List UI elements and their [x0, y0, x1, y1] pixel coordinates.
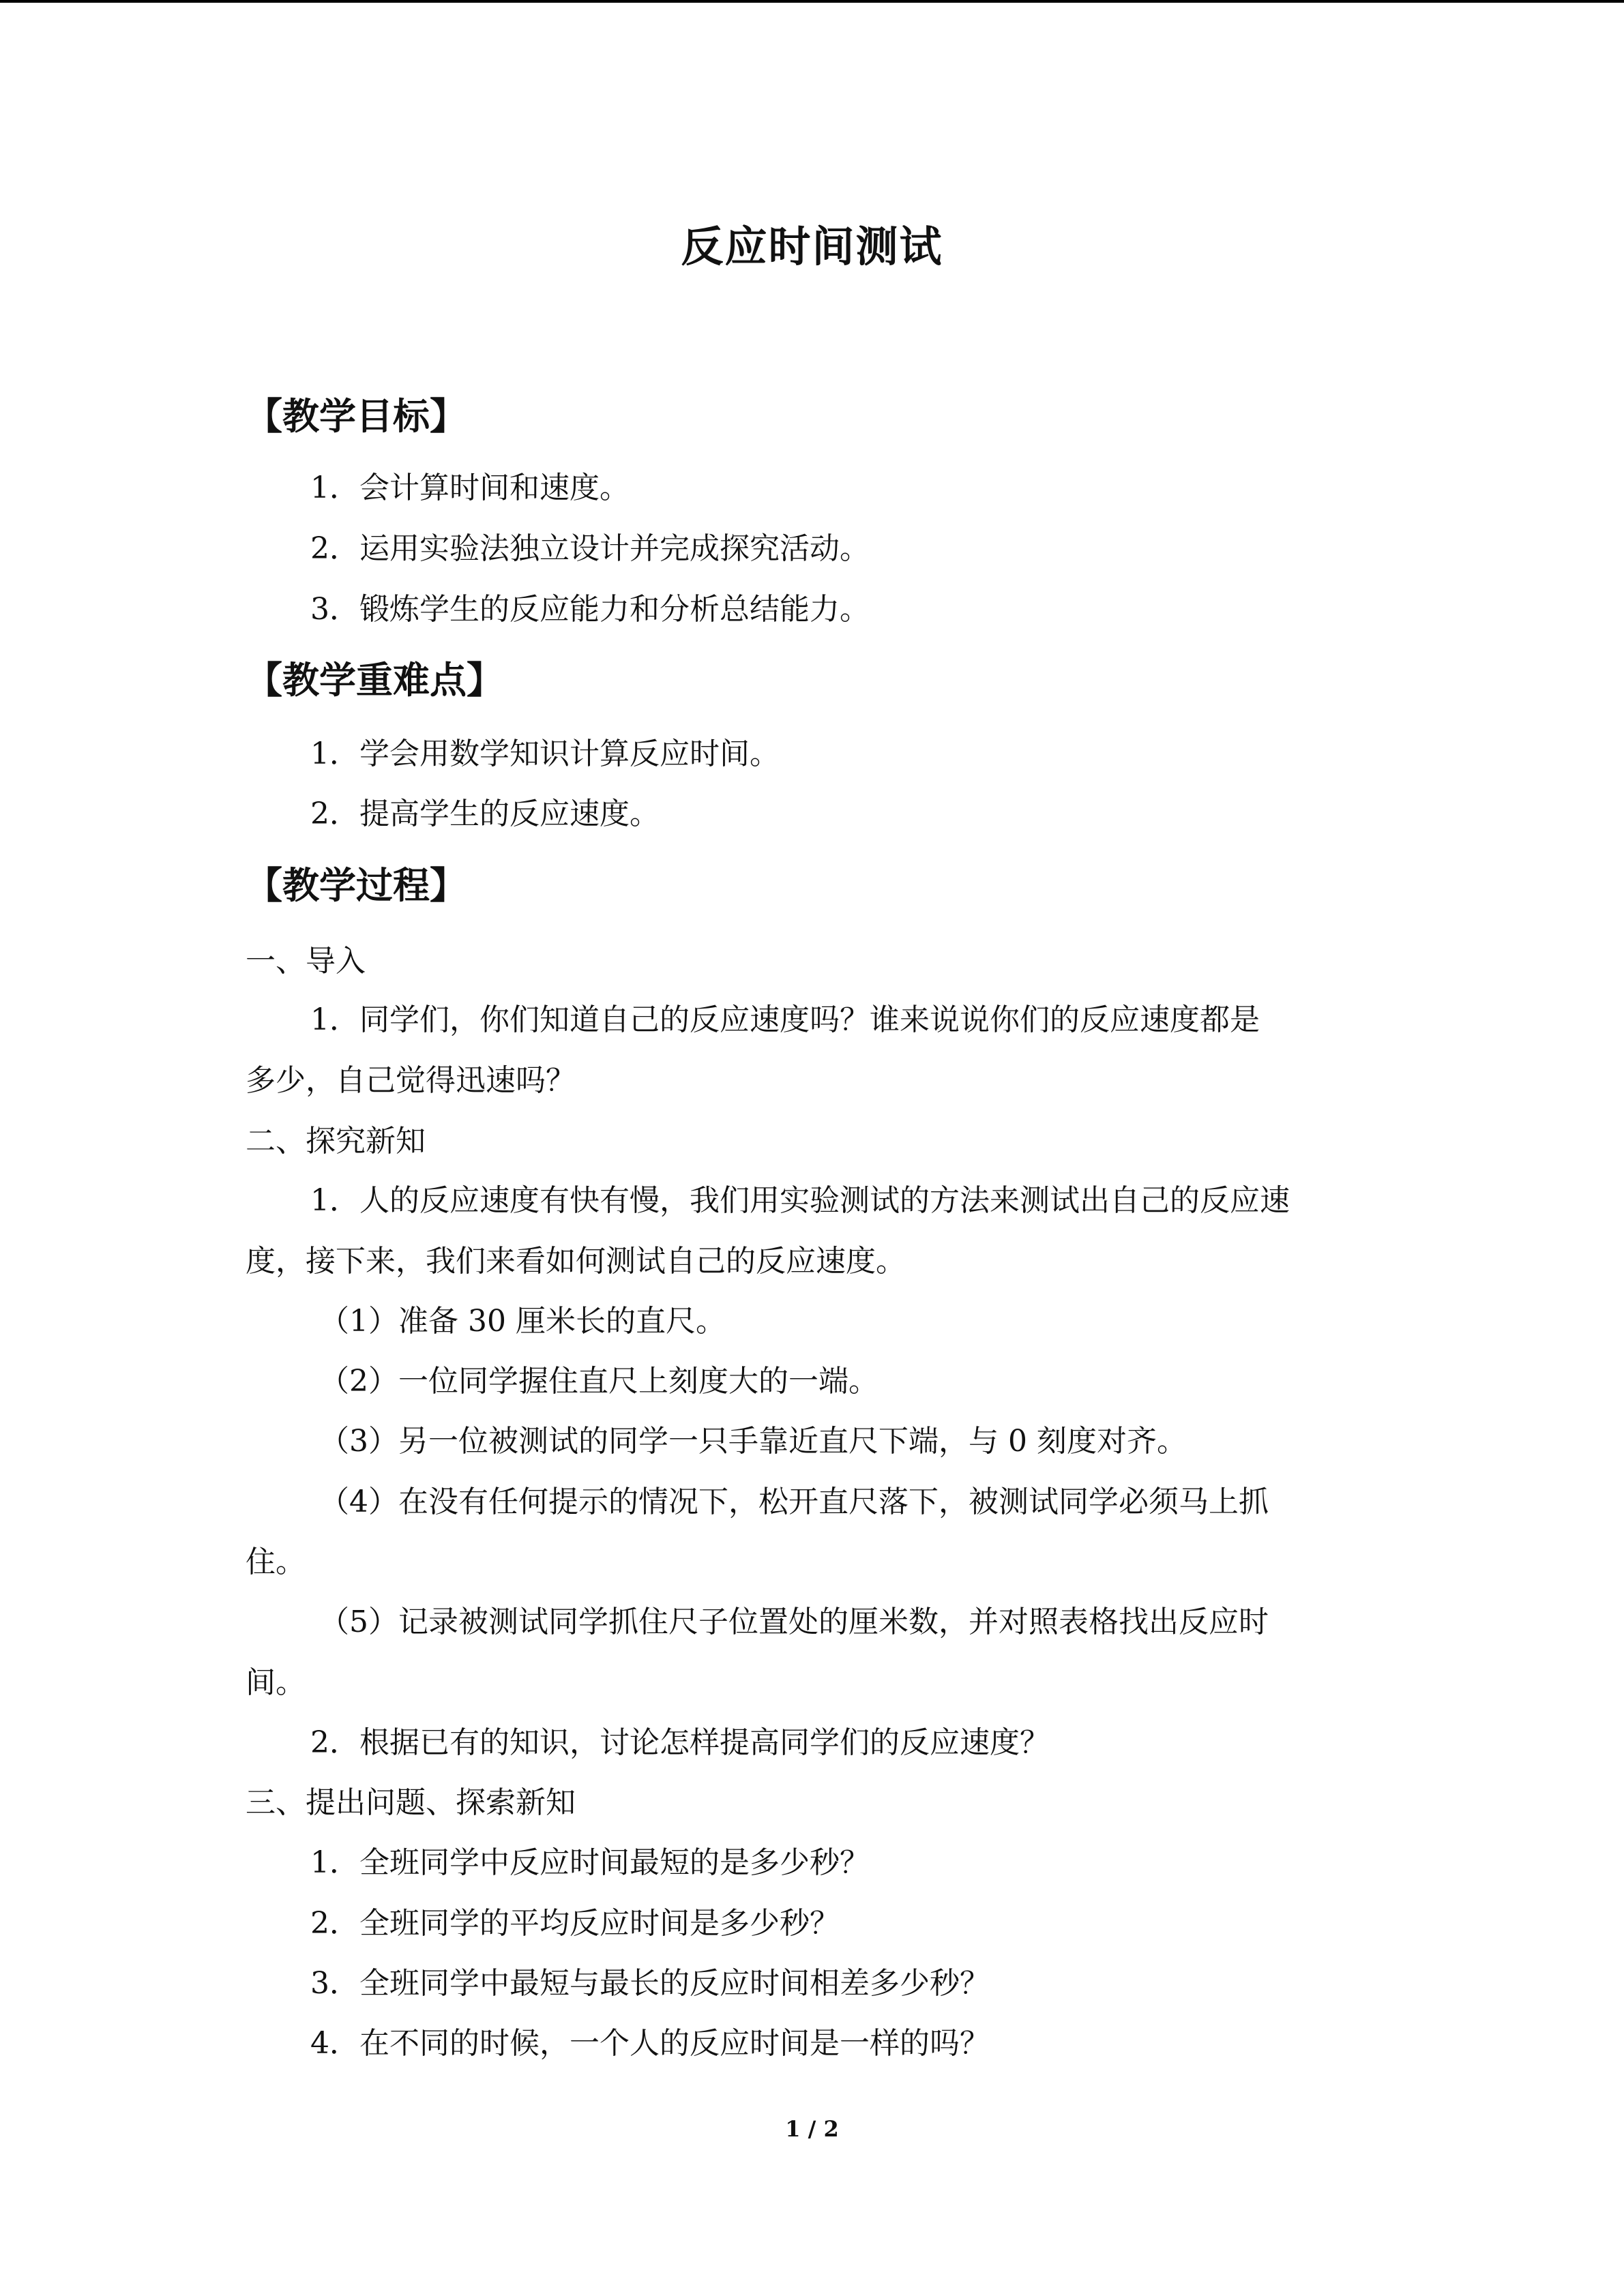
step-2: （2）一位同学握住直尺上刻度大的一端。 — [319, 1364, 879, 1399]
part2-paragraph-2: 2．根据已有的知识，讨论怎样提高同学们的反应速度？ — [310, 1725, 1050, 1760]
step-3: （3）另一位被测试的同学一只手靠近直尺下端，与 0 刻度对齐。 — [319, 1424, 1187, 1459]
document-title: 反应时间测试 — [681, 222, 943, 271]
part3-title: 三、提出问题、探索新知 — [246, 1785, 576, 1820]
step-5-line1: （5）记录被测试同学抓住尺子位置处的厘米数，并对照表格找出反应时 — [319, 1605, 1269, 1639]
part1-paragraph-line1: 1．同学们，你们知道自己的反应速度吗？谁来说说你们的反应速度都是 — [310, 1002, 1260, 1037]
part3-item-4: 4．在不同的时候，一个人的反应时间是一样的吗？ — [310, 2026, 990, 2061]
part3-item-2: 2．全班同学的平均反应时间是多少秒？ — [310, 1906, 840, 1941]
page-number: 1 / 2 — [785, 2116, 839, 2142]
process-heading: 【教学过程】 — [246, 864, 467, 907]
step-4-line1: （4）在没有任何提示的情况下，松开直尺落下，被测试同学必须马上抓 — [319, 1485, 1269, 1519]
goal-item-1: 1．会计算时间和速度。 — [310, 471, 630, 505]
part2-title: 二、探究新知 — [246, 1124, 426, 1159]
goal-item-2: 2．运用实验法独立设计并完成探究活动。 — [310, 531, 870, 566]
step-4-line2: 住。 — [246, 1545, 306, 1579]
key-points-heading: 【教学重难点】 — [246, 659, 503, 702]
key-point-item-1: 1．学会用数学知识计算反应时间。 — [310, 736, 780, 771]
part1-paragraph-line2: 多少，自己觉得迅速吗？ — [246, 1063, 576, 1098]
part1-title: 一、导入 — [246, 944, 366, 979]
step-1: （1）准备 30 厘米长的直尺。 — [319, 1304, 726, 1339]
part2-paragraph-line1: 1．人的反应速度有快有慢，我们用实验测试的方法来测试出自己的反应速 — [310, 1183, 1290, 1218]
part3-item-1: 1．全班同学中反应时间最短的是多少秒？ — [310, 1845, 870, 1880]
part3-item-3: 3．全班同学中最短与最长的反应时间相差多少秒？ — [310, 1966, 990, 2001]
goal-item-3: 3．锻炼学生的反应能力和分析总结能力。 — [310, 592, 870, 627]
key-point-item-2: 2．提高学生的反应速度。 — [310, 796, 660, 831]
top-border-rule — [0, 0, 1624, 3]
goals-heading: 【教学目标】 — [246, 395, 467, 438]
part2-paragraph-line2: 度，接下来，我们来看如何测试自己的反应速度。 — [246, 1244, 906, 1279]
step-5-line2: 间。 — [246, 1665, 306, 1700]
